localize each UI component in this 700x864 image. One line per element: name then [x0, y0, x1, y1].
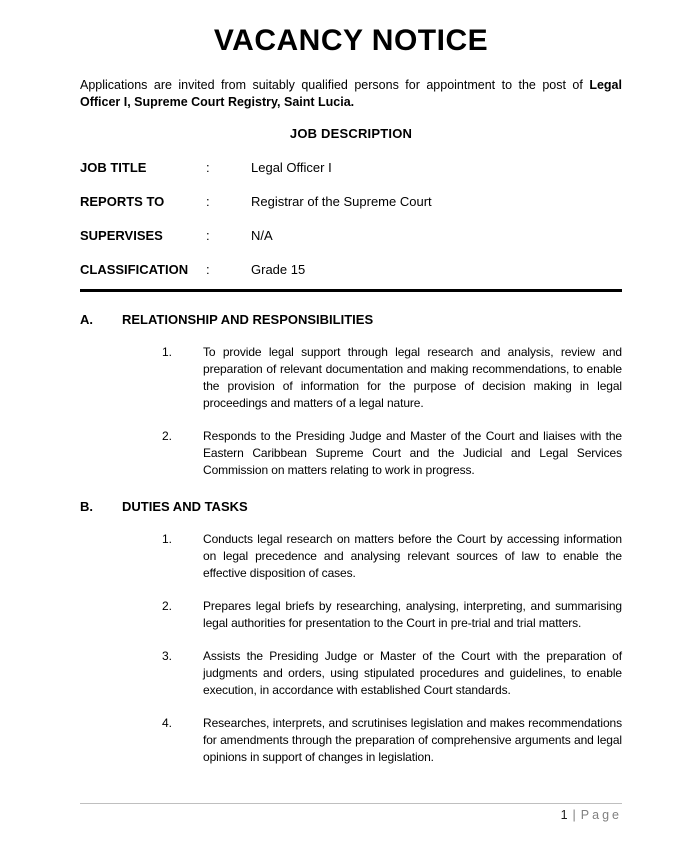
page-footer [80, 803, 622, 823]
field-value: N/A [251, 228, 273, 243]
field-value: Registrar of the Supreme Court [251, 194, 432, 209]
field-separator: : [206, 194, 210, 209]
item-text: To provide legal support through legal research and analysis, review and preparation of relevant documentation and making recommendations, to enable the provision of information for the purpose of decision making in legal proceedings and matters of a legal nature. [203, 345, 622, 410]
item-text: Researches, interprets, and scrutinises legislation and makes recommendations for amendments through the preparation of comprehensive arguments and legal opinions in support of changes in legislation. [203, 716, 622, 764]
item-text: Responds to the Presiding Judge and Master of the Court and liaises with the Eastern Caribbean Supreme Court and the Judicial and Legal Services Commission on matters relating to work in progress. [203, 429, 622, 477]
item-number: 1. [162, 345, 173, 359]
intro-text: Applications are invited from suitably qualified persons for appointment to the post of [80, 78, 583, 92]
item-number: 4. [162, 716, 173, 730]
table-row [80, 227, 622, 244]
list-item [162, 715, 622, 766]
item-text: Assists the Presiding Judge or Master of the Court with the preparation of judgments and orders, using stipulated procedures and guidelines, to enable execution, in accordance with established Court standards. [203, 649, 622, 697]
list-item [162, 598, 622, 632]
intro-post-title: Legal Officer I, Supreme Court Registry, Saint Lucia. [80, 78, 622, 109]
list-item [162, 344, 622, 412]
section-letter: B. [80, 499, 93, 514]
item-text: Conducts legal research on matters before the Court by accessing information on legal precedence and analysing relevant sources of law to enable the effective disposition of cases. [203, 532, 622, 580]
item-number: 1. [162, 532, 173, 546]
section-b-heading [80, 498, 622, 515]
list-item [162, 531, 622, 582]
field-separator: : [206, 160, 210, 175]
field-label: JOB TITLE [80, 160, 147, 175]
table-row [80, 193, 622, 210]
page-number: 1 [560, 808, 568, 822]
section-a-heading [80, 311, 622, 328]
field-label: CLASSIFICATION [80, 262, 189, 277]
item-number: 2. [162, 429, 173, 443]
section-letter: A. [80, 312, 93, 327]
intro-paragraph [80, 77, 622, 111]
field-separator: : [206, 228, 210, 243]
document-title: VACANCY NOTICE [213, 24, 489, 57]
field-label: SUPERVISES [80, 228, 163, 243]
job-description-table [80, 159, 622, 278]
section-divider-rule [80, 289, 622, 292]
table-row [80, 261, 622, 278]
list-item [162, 648, 622, 699]
item-number: 3. [162, 649, 173, 663]
footer-page-label: Page [580, 808, 622, 822]
field-value: Legal Officer I [251, 160, 332, 175]
footer-separator: | [572, 808, 576, 822]
field-separator: : [206, 262, 210, 277]
item-number: 2. [162, 599, 173, 613]
field-value: Grade 15 [251, 262, 306, 277]
section-title: RELATIONSHIP AND RESPONSIBILITIES [122, 312, 374, 327]
field-label: REPORTS TO [80, 194, 165, 209]
item-text: Prepares legal briefs by researching, analysing, interpreting, and summarising legal authorities for presentation to the Court in pre-trial and trial matters. [203, 599, 622, 630]
section-title: DUTIES AND TASKS [122, 499, 248, 514]
job-description-heading: JOB DESCRIPTION [289, 126, 413, 141]
list-item [162, 428, 622, 479]
table-row [80, 159, 622, 176]
